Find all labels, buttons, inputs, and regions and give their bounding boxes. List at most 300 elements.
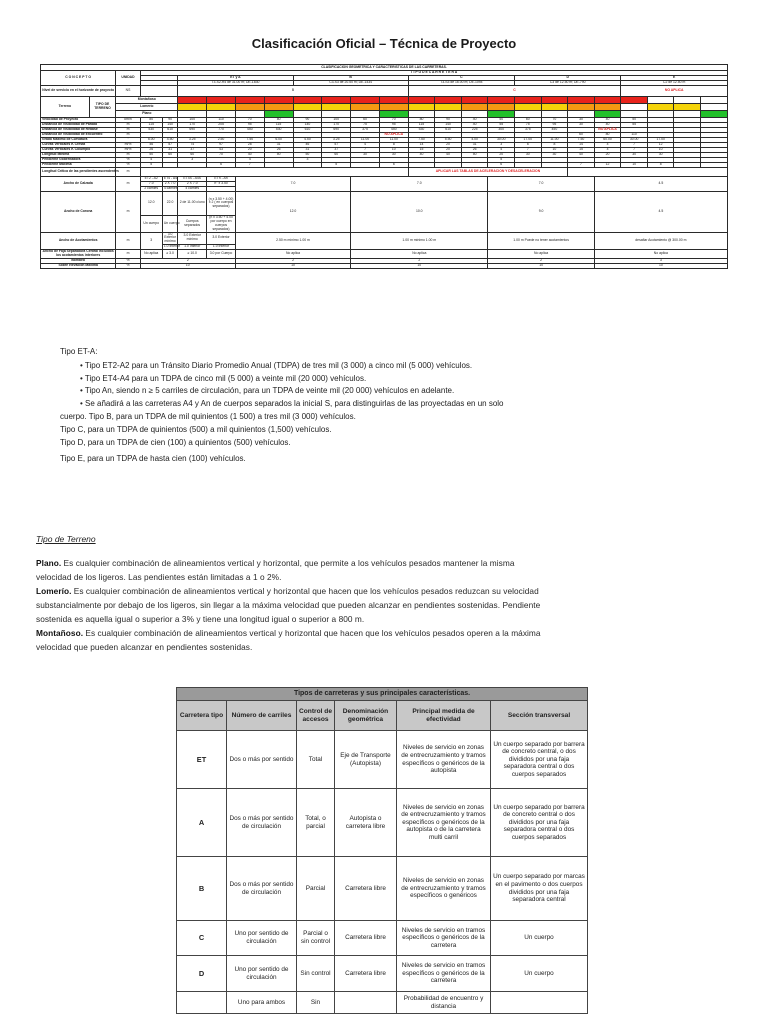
row-value: 100: [178, 117, 207, 122]
road-type-denominacion: Eje de Transporte (Autopista): [335, 731, 397, 789]
row-value: 70: [235, 117, 264, 122]
terrain-swatch: [293, 96, 322, 103]
table-cell: [140, 85, 178, 96]
nivel-label: Nivel de servicio en el horizonte de proyecto: [41, 85, 116, 96]
vehicle-line: Tipo C, para un TDPA de quinientos (500) a mil quinientos (1,500) vehículos.: [60, 424, 332, 434]
row-value: 7.50: [568, 137, 595, 142]
table-row: [41, 191, 728, 215]
row-value: 4: [488, 147, 515, 152]
table-cell: No aplica: [488, 250, 594, 259]
terrain-swatch: [647, 103, 674, 110]
row-value: 140: [435, 122, 462, 127]
terrain-swatch: [435, 96, 462, 103]
terrain-swatch: [235, 103, 264, 110]
row-label: Pendiente Máxima: [41, 162, 116, 167]
table-cell: No aplica: [140, 250, 162, 259]
table-cell: [140, 167, 408, 176]
table-cell: 1.0 Interior: [178, 245, 207, 250]
row-value: 530: [408, 127, 435, 132]
row-value: 70: [379, 117, 408, 122]
row-value: 770: [207, 127, 236, 132]
table-cell: 4 carriles: [178, 186, 207, 191]
nivel-unit: NS: [116, 85, 140, 96]
terrain-type: Plano: [116, 110, 178, 117]
row-value: 30: [379, 152, 408, 157]
row-value: 375: [351, 127, 380, 132]
road-type-tipo: [177, 992, 227, 1014]
table-row: [41, 232, 728, 245]
table-row: [41, 85, 728, 96]
terrain-swatch: [461, 96, 488, 103]
row-value: 60.00: [594, 137, 621, 142]
row-value: 20: [488, 152, 515, 157]
row-value: 7.50: [235, 137, 264, 142]
table-row: [41, 96, 728, 103]
road-type-control: Parcial o sin control: [297, 921, 335, 956]
row-value: 100: [322, 117, 351, 122]
corona-value: 4.5: [594, 191, 727, 232]
row-value: 3.25: [178, 137, 207, 142]
terrain-swatch: [647, 96, 674, 103]
road-types-table: [176, 687, 588, 1014]
calzada-value: 4.5: [594, 176, 727, 191]
row-value: 2.50: [207, 137, 236, 142]
vehicle-line: Tipo D, para un TDPA de cien (100) a quinientos (500) vehículos.: [60, 437, 291, 447]
terrain-swatch: [351, 103, 380, 110]
row-value: 4.00: [461, 137, 488, 142]
road-type-medida: Niveles de servicio en tramos específicos o genéricos de la carretera: [397, 921, 491, 956]
row-unit: m: [116, 167, 140, 176]
table-cell: 10: [235, 264, 350, 269]
row-value: 205: [207, 122, 236, 127]
faja-label: Ancho de Faja Separadora Central incluidos los acotamientos interiores: [41, 250, 116, 259]
table-cell: 2: [140, 259, 235, 264]
tipo-terreno: TIPO DE TERRENO: [89, 96, 116, 117]
table-cell: 3: [594, 259, 727, 264]
row-unit: m: [116, 132, 140, 137]
row-value: 375: [515, 127, 542, 132]
road-type-medida: Niveles de servicio en zonas de entrecruzamiento y tramos específicos o genéricos: [397, 857, 491, 921]
row-value: 7: [568, 162, 595, 167]
road-type-row: [177, 921, 588, 956]
calzada-sub: ET4S - A4S: [178, 176, 207, 181]
row-value: 11.00: [379, 137, 408, 142]
row-value: 4: [351, 142, 380, 147]
row-value: 610: [435, 127, 462, 132]
row-value: 4: [140, 157, 162, 162]
table-cell: 10: [351, 264, 488, 269]
plano-text: Es cualquier combinación de alineamientos vertical y horizontal, que permite a los vehículos pesados mantener la misma: [61, 558, 515, 568]
acotamientos-label: Ancho de Acotamientos: [41, 232, 116, 250]
terrain-swatch: [701, 110, 728, 117]
table-cell: 1.0 Interior: [207, 245, 236, 250]
row-value: 3: [293, 157, 322, 162]
road-type-carriles: Uno por sentido de circulación: [227, 956, 297, 992]
calzada-sub: ET2 - A2: [140, 176, 162, 181]
table-cell: No aplica: [594, 250, 727, 259]
vehicle-bullet: • Tipo ET2-A2 para un Tránsito Diario Promedio Anual (TDPA) de tres mil (3 000) a cinco mil (5 000) vehículos.: [80, 360, 473, 370]
row-label: Bombeo: [41, 259, 116, 264]
lomerio-text: Es cualquier combinación de alineamientos vertical y horizontal que hacen que los vehículos pesados reduzcan su velocidad: [71, 586, 539, 596]
row-value: 15: [568, 147, 595, 152]
row-value: 31: [461, 142, 488, 147]
row-label: Pendiente Gobernadora: [41, 157, 116, 162]
calzada-sub: ET4 - A4: [163, 175, 178, 180]
road-type-tipo: B: [177, 857, 227, 921]
road-type-seccion: Un cuerpo separado por barrera de concreto central o dos divididos por una faja separadora central o dos cuerpos separados: [491, 789, 588, 857]
row-value: 7: [351, 147, 380, 152]
row-value: 40: [461, 117, 488, 122]
road-type-tipo: C: [177, 921, 227, 956]
table-cell: 3.0 Exterior mínimo: [178, 232, 207, 245]
road-types-caption: Tipos de carreteras y sus principales características.: [177, 688, 588, 701]
road-type-denominacion: [335, 992, 397, 1014]
terrain-swatch: [207, 96, 236, 103]
row-value: 31: [264, 142, 293, 147]
road-type-medida: Probabilidad de encuentro y distancia: [397, 992, 491, 1014]
table-cell: 3.0 Exterior mínimo: [164, 231, 176, 244]
plano-label: Plano.: [36, 558, 62, 568]
row-value: 610: [162, 127, 178, 132]
row-value: 50: [140, 152, 162, 157]
type-header: B: [293, 76, 408, 81]
terrain-swatch: [293, 103, 322, 110]
acotamientos-unit: m: [116, 232, 140, 250]
row-value: 30.00: [488, 137, 515, 142]
row-value: 610: [293, 127, 322, 132]
terrain-swatch: [379, 96, 408, 103]
row-value: 26: [264, 147, 293, 152]
row-value: 20: [435, 147, 462, 152]
row-value: 57: [322, 142, 351, 147]
row-value: 40: [435, 152, 462, 157]
row-value: 530: [264, 127, 293, 132]
vehicle-bullet: • Se añadirá a las carreteras A4 y An de cuerpos separados la inicial S, para distinguirlas de las proyectadas en un solo: [80, 399, 504, 409]
terrain-swatch: [701, 103, 728, 110]
row-value: 14: [568, 142, 595, 147]
row-value: 8: [647, 162, 674, 167]
table-cell: No aplica: [351, 250, 488, 259]
concepto-header: C O N C E P T O: [41, 71, 116, 86]
road-type-tipo: ET: [177, 731, 227, 789]
row-value: 11.00: [351, 137, 380, 142]
table-cell: 3: [140, 232, 162, 250]
table-cell: 2: [351, 259, 488, 264]
row-value: 74: [178, 142, 207, 147]
terrain-section: [36, 556, 736, 654]
road-type-control: Sin: [297, 992, 335, 1014]
row-value: 57: [162, 142, 178, 147]
terrain-swatch: [674, 110, 701, 117]
row-value: 225: [461, 127, 488, 132]
row-value: 28: [235, 142, 264, 147]
road-type-carriles: Uno para ambos: [227, 992, 297, 1014]
type-header: C: [408, 76, 514, 81]
lomerio-text-3: sostenida es aquella igual o superior a 3% y tiene una longitud igual o superior a 800 m.: [36, 614, 365, 624]
row-value: 115: [140, 122, 162, 127]
terrain-swatch: [541, 96, 568, 103]
row-value: 55: [488, 122, 515, 127]
table-cell: n° x 3.50: [207, 181, 236, 186]
table-row: [41, 110, 728, 117]
row-value: 30.00: [621, 137, 648, 142]
vehicle-types-section: [60, 346, 504, 466]
table-cell: 2 carriles: [140, 186, 162, 191]
row-value: 40: [408, 152, 435, 157]
terrain-swatch: [568, 103, 595, 110]
calzada-value: 7.0: [351, 176, 488, 191]
terrain-swatch: [207, 103, 236, 110]
row-value: 31: [162, 147, 178, 152]
row-value: 6: [515, 142, 542, 147]
row-unit: %: [116, 162, 140, 167]
terrain-heading: Tipo de Terreno: [36, 534, 96, 544]
row-value: NO APLICA: [594, 127, 621, 132]
row-value: 6.00: [140, 137, 162, 142]
row-value: 40: [594, 122, 621, 127]
row-value: 26: [140, 147, 162, 152]
road-type-medida: Niveles de servicio en tramos específicos o genéricos de la carretera: [397, 956, 491, 992]
vehicle-line: cuerpo. Tipo B, para un TDPA de mil quinientos (1 500) a tres mil (3 000) vehículos.: [60, 411, 356, 421]
row-unit: %: [116, 264, 140, 269]
table-cell: No aplica: [235, 250, 350, 259]
row-value: 7: [235, 162, 264, 167]
row-unit: %: [116, 157, 140, 162]
row-value: 170: [178, 122, 207, 127]
row-unit: m: [116, 122, 140, 127]
table-cell: 4 carriles: [163, 185, 178, 190]
table-cell: 7.0: [140, 181, 162, 186]
row-value: 60: [178, 152, 207, 157]
terrain-swatch: [594, 103, 621, 110]
row-value: 30: [515, 152, 542, 157]
table-cell: Un cuerpo: [140, 215, 162, 232]
row-value: 40: [235, 152, 264, 157]
faja-unit: m: [116, 250, 140, 259]
row-value: 170: [322, 122, 351, 127]
row-value: 10: [541, 147, 568, 152]
row-value: 10: [647, 147, 674, 152]
terrain-swatch: [488, 96, 515, 103]
nivel-value: B: [178, 85, 408, 96]
row-value: 7: [621, 147, 648, 152]
row-value: 95: [541, 122, 568, 127]
table-cell: 10: [594, 264, 727, 269]
row-value: 95: [235, 122, 264, 127]
row-value: 50: [461, 152, 488, 157]
terrain-type: Montañoso: [116, 96, 178, 103]
table-cell: 2 X 7.0: [178, 181, 207, 186]
nivel-value: C: [408, 85, 621, 96]
row-value: 46: [140, 142, 162, 147]
row-unit: °: [116, 137, 140, 142]
table-cell: 10: [488, 264, 594, 269]
terrain-swatch: [488, 103, 515, 110]
row-value: 6: [379, 162, 408, 167]
row-value: 75: [351, 122, 380, 127]
corona-cell: 2 de 11.00 c/uno: [178, 191, 207, 215]
row-value: 3: [488, 142, 515, 147]
type-header: ET y A: [178, 76, 293, 81]
terrain-swatch: [322, 96, 351, 103]
row-value: 5: [488, 157, 515, 162]
row-value: NO APLICA: [379, 132, 408, 137]
row-value: 30: [621, 152, 648, 157]
row-value: 80: [594, 132, 621, 137]
road-type-carriles: Uno por sentido de circulación: [227, 921, 297, 956]
row-value: 12: [594, 162, 621, 167]
corona-label: Ancho de Corona: [41, 191, 116, 232]
row-label: Velocidad de Proyecto: [41, 117, 116, 122]
row-value: 30: [351, 152, 380, 157]
page-title: Clasificación Oficial – Técnica de Proyecto: [251, 36, 517, 51]
corona-value: 10.0: [351, 191, 488, 232]
road-type-row: [177, 992, 588, 1014]
table-cell: 2: [235, 259, 350, 264]
row-value: 60: [351, 117, 380, 122]
road-type-seccion: [491, 992, 588, 1014]
lomerio-text-2: substancialmente por debajo de los ligeros, sin llegar a la máxima velocidad que pueden alcanzar en pendientes sostenidas. Pendiente: [36, 600, 541, 610]
unidad-header: UNIDAD: [116, 71, 140, 86]
type-header: E: [621, 76, 728, 81]
lomerio-label: Lomerío.: [36, 586, 72, 596]
row-value: 6: [488, 162, 515, 167]
row-value: 14: [408, 142, 435, 147]
row-value: 450: [379, 127, 408, 132]
acotamientos-value: desafiar Acotamiento @ 300.00 m: [594, 232, 727, 250]
table-cell: (n x 3.50 + 4.00 por cuerpo en cuerpos separados): [207, 215, 236, 232]
row-value: 5.50: [435, 137, 462, 142]
terrain-swatch: [435, 103, 462, 110]
calzada-label: Ancho de Calzada: [41, 176, 116, 191]
road-type-tipo: A: [177, 789, 227, 857]
row-value: 80: [264, 117, 293, 122]
calzada-value: 7.0: [488, 176, 594, 191]
row-label: Grado Máximo de Curvatura: [41, 137, 116, 142]
row-unit: m/%: [116, 142, 140, 147]
row-value: 17.00: [647, 137, 674, 142]
table-cell: ≥ 3.0: [162, 250, 178, 259]
road-type-denominacion: Autopista o carretera libre: [335, 789, 397, 857]
terrain-swatch: [379, 103, 408, 110]
row-value: 70: [207, 152, 236, 157]
row-value: 26: [461, 147, 488, 152]
row-label: Longitud Crítica de las pendientes ascendentes: [41, 167, 116, 176]
row-value: 90: [293, 117, 322, 122]
row-value: 530: [140, 127, 162, 132]
tipo-header: T I P O D E C A R R E T E R A: [140, 71, 727, 76]
row-value: 300: [488, 127, 515, 132]
row-value: 80: [408, 117, 435, 122]
corona-cell: 22.0: [162, 191, 178, 215]
row-unit: km/h: [116, 117, 140, 122]
corona-cell: 12.0: [140, 191, 162, 215]
row-value: 60: [515, 117, 542, 122]
row-value: 110: [207, 117, 236, 122]
row-value: 75: [515, 122, 542, 127]
road-type-seccion: Un cuerpo separado por marcas en el pavimento o dos cuerpos divididos por una faja separadora central: [491, 857, 588, 921]
row-value: 60: [568, 132, 595, 137]
row-value: 95: [379, 122, 408, 127]
terrain-swatch: [515, 96, 542, 103]
road-type-control: Sin control: [297, 956, 335, 992]
road-type-carriles: Dos o más por sentido: [227, 731, 297, 789]
vehicle-cell: C2 de 12.50 m: [621, 81, 728, 86]
row-value: 55: [621, 122, 648, 127]
road-type-denominacion: Carretera libre: [335, 857, 397, 921]
row-value: 450: [541, 127, 568, 132]
acotamientos-value: 1.00 m mínimo 1.00 m: [351, 232, 488, 250]
calzada-unit: m: [116, 176, 140, 191]
row-value: 40: [594, 117, 621, 122]
row-value: 5: [140, 162, 162, 167]
calzada-value: 7.0: [235, 176, 350, 191]
montanoso-label: Montañoso.: [36, 628, 84, 638]
row-value: 90: [162, 117, 178, 122]
terrain-swatch: [264, 103, 293, 110]
row-value: 20: [435, 142, 462, 147]
table-cell: 10: [140, 264, 235, 269]
type-header: D: [515, 76, 621, 81]
terrain-swatch: [621, 96, 648, 103]
row-value: 6.00: [264, 137, 293, 142]
road-type-seccion: Un cuerpo: [491, 921, 588, 956]
row-value: 140: [293, 122, 322, 127]
table-cell: Un cuerpo: [162, 215, 178, 232]
col-header: Número de carriles: [227, 701, 297, 731]
table-row: [41, 250, 728, 259]
table-cell: 2 X 7.0: [162, 181, 178, 186]
vehicle-bullet: • Tipo An, siendo n ≥ 5 carriles de circulación, para un TDPA de veinte mil (20 000) vehículos en adelante.: [80, 386, 455, 396]
row-value: 50: [621, 117, 648, 122]
terreno-label: Terreno: [41, 96, 90, 117]
terrain-swatch: [178, 96, 207, 103]
row-value: 37: [322, 147, 351, 152]
terrain-swatch: [594, 96, 621, 103]
row-value: 90: [435, 117, 462, 122]
terrain-swatch: [674, 103, 701, 110]
row-value: 30: [568, 122, 595, 127]
row-value: 6: [207, 162, 236, 167]
road-type-denominacion: Carretera libre: [335, 921, 397, 956]
vehicle-cell: T3-S3 de 16.00 m; DE-1094: [408, 81, 514, 86]
terrain-swatch: [701, 96, 728, 103]
road-type-row: [177, 956, 588, 992]
row-label: Curvas Verticales K Cresta: [41, 142, 116, 147]
row-value: 15: [408, 147, 435, 152]
terrain-type: Lomerío: [116, 103, 178, 110]
row-label: Distancia de Visibilidad de Rebase: [41, 127, 116, 132]
road-type-control: Total, o parcial: [297, 789, 335, 857]
terrain-swatch: [621, 103, 648, 110]
terrain-swatch: [541, 103, 568, 110]
row-unit: m/%: [116, 147, 140, 152]
table-row: [41, 103, 728, 110]
road-type-carriles: Dos o más por sentido de circulación: [227, 857, 297, 921]
vehicle-line: Tipo E, para un TDPA de hasta cien (100) vehículos.: [60, 454, 246, 464]
table-cell: 2: [488, 259, 594, 264]
road-type-row: [177, 731, 588, 789]
row-value: 7: [621, 142, 648, 147]
row-value: 60: [162, 152, 178, 157]
road-type-medida: Niveles de servicio en zonas de entrecruzamiento y tramos específicos o genéricos de la autopista o de la carretera multi carril: [397, 789, 491, 857]
row-value: 110: [621, 132, 648, 137]
vehicle-cell: C3 de 12.50 m; DE-790: [515, 81, 621, 86]
vehicle-cell: C3-S3 de 20.50 m; DE-1434: [293, 81, 408, 86]
col-header: Carretera tipo: [177, 701, 227, 731]
road-type-medida: Niveles de servicio en zonas de entrecruzamiento y tramos específicos o genéricos de la autopista: [397, 731, 491, 789]
col-header: Denominación geométrica: [335, 701, 397, 731]
